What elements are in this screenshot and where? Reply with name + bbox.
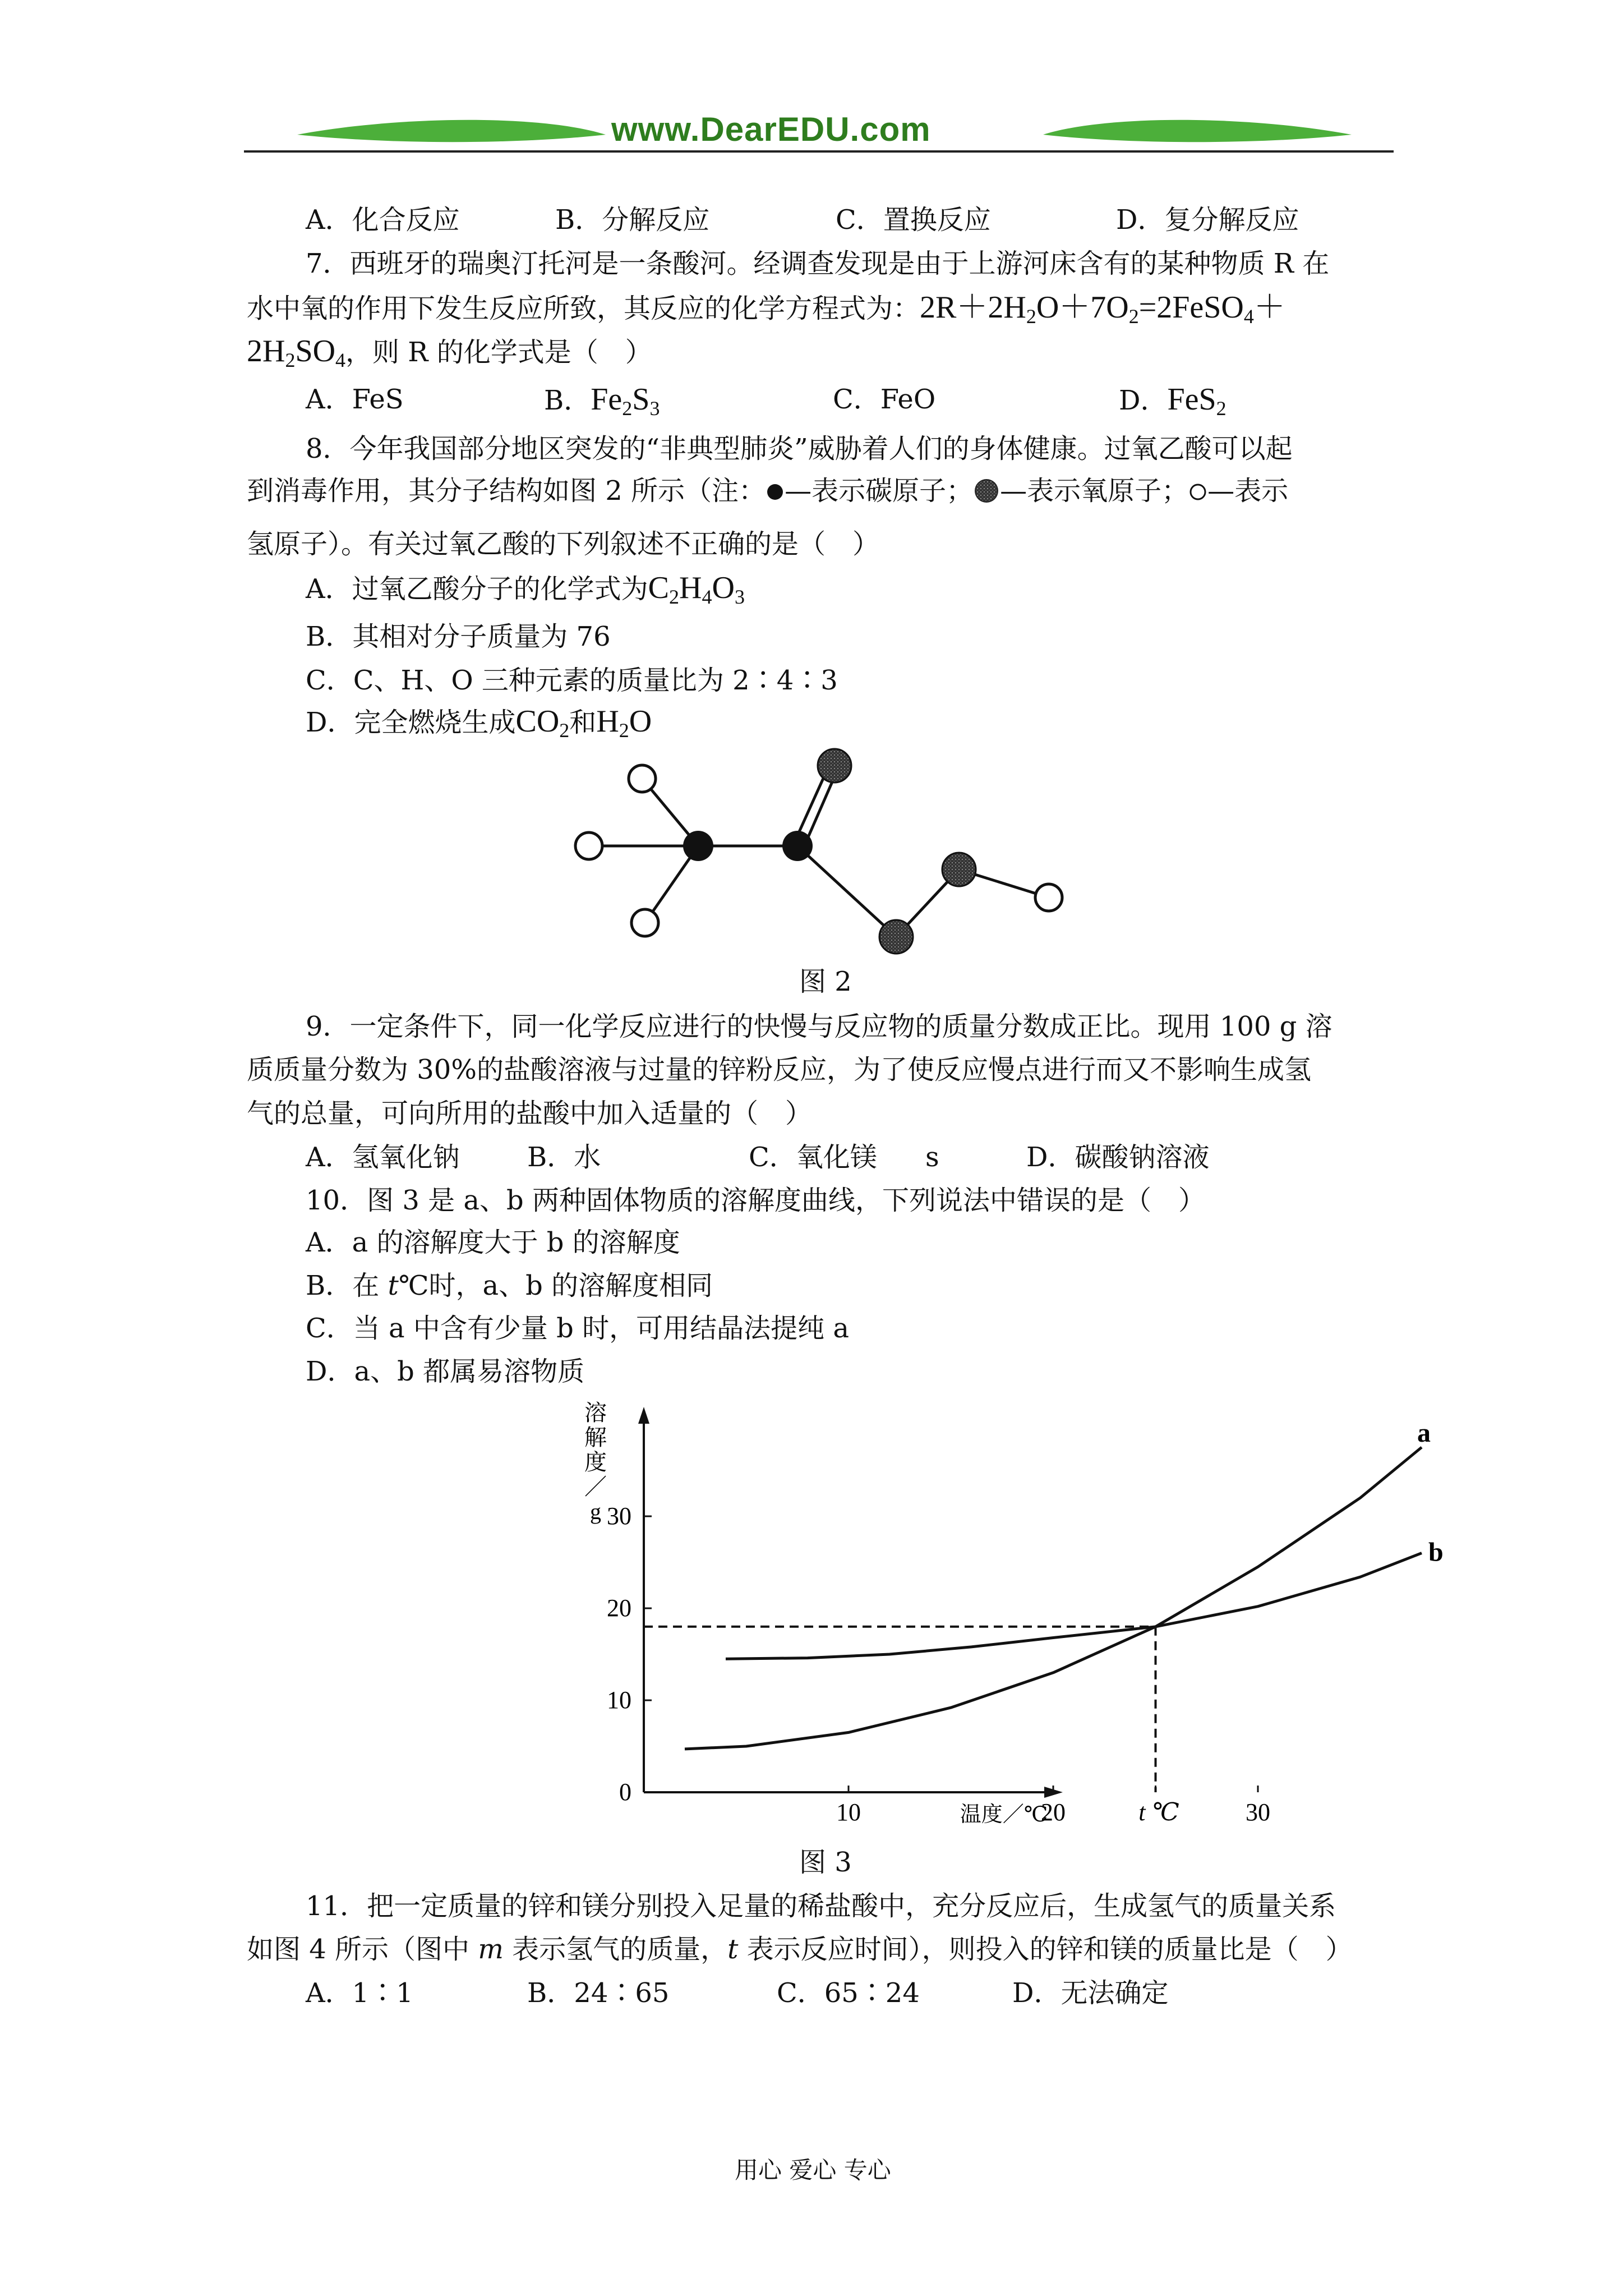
q10-option-a: A．a 的溶解度大于 b 的溶解度 [306, 1227, 680, 1258]
hydrogen-atom [631, 909, 658, 936]
q9-option-b: B．水 [527, 1142, 601, 1173]
y-axis-arrow [638, 1407, 649, 1424]
q7-option-a: A．FeS [306, 384, 404, 415]
q8-line-3: 氢原子）。有关过氧乙酸的下列叙述不正确的是（ ） [247, 528, 880, 560]
page-footer: 用心 爱心 专心 [735, 2156, 891, 2184]
y-tick-label: 30 [607, 1502, 631, 1530]
q6-option-b: B．分解反应 [555, 204, 710, 236]
solubility-chart [561, 1397, 1444, 1826]
q11-line-2: 如图 4 所示（图中 m 表示氢气的质量，t 表示反应时间），则投入的锌和镁的质量比是（ ） [247, 1934, 1353, 1965]
q8-option-b: B．其相对分子质量为 76 [306, 621, 611, 652]
x-axis-label: 温度／℃ [960, 1803, 1048, 1826]
molecule-diagram [561, 740, 1077, 976]
q11-option-c: C．65∶24 [777, 1977, 920, 2009]
x-tick-label: t ℃ [1138, 1798, 1179, 1826]
q11-line-1: 11．把一定质量的锌和镁分别投入足量的稀盐酸中，充分反应后，生成氢气的质量关系 [306, 1890, 1336, 1922]
bond-c2-o2 [797, 846, 896, 937]
q7-line-3: $2H_2SO_4$，则 R 的化学式是（ ） [247, 334, 652, 371]
q7-option-c: C．FeO [833, 384, 936, 415]
x-tick-label: 10 [836, 1798, 861, 1826]
q10-option-d: D．a、b 都属易溶物质 [306, 1356, 585, 1387]
q10-line-1: 10．图 3 是 a、b 两种固体物质的溶解度曲线，下列说法中错误的是（ ） [306, 1185, 1205, 1216]
q7-equation: $2R+2H_2O+7O_2=2FeSO_4+$ [920, 290, 1285, 328]
q7-option-b: B．$Fe_2S_3$ [544, 382, 660, 420]
y-axis-label-char: g [590, 1499, 601, 1524]
hydrogen-atom-legend-icon [1188, 482, 1207, 501]
header-rule [244, 150, 1394, 153]
series-line-a [685, 1447, 1422, 1749]
series-label-b: b [1428, 1537, 1444, 1567]
q9-option-d: D．碳酸钠溶液 [1026, 1142, 1210, 1173]
hydrogen-atom [575, 832, 602, 859]
carbon-atom-legend-icon [766, 482, 785, 501]
q8-option-c: C．C、H、O 三种元素的质量比为 2∶4∶3 [306, 665, 838, 696]
x-tick-label: 20 [1041, 1798, 1066, 1826]
y-tick-label: 10 [607, 1686, 631, 1714]
carbon-atom [782, 831, 813, 861]
q9-option-a: A．氢氧化钠 [306, 1142, 460, 1173]
oxygen-atom-legend-icon [973, 477, 1000, 504]
figure-2-caption: 图 2 [799, 966, 852, 997]
q9-line-3: 气的总量，可向所用的盐酸中加入适量的（ ） [247, 1098, 813, 1129]
q11-option-a: A．1∶1 [306, 1977, 413, 2009]
y-tick-label: 20 [607, 1594, 631, 1622]
carbon-atom [683, 831, 713, 861]
site-logo: www.DearEDU.com [611, 111, 931, 148]
y-axis-label-char: 溶 [584, 1400, 607, 1425]
x-tick-label: 30 [1246, 1798, 1270, 1826]
oxygen-atom [879, 920, 913, 954]
q10-option-b: B．在 t℃时，a、b 的溶解度相同 [306, 1270, 713, 1301]
q8-option-d: D．完全燃烧生成$CO_2$和$H_2O$ [306, 704, 652, 742]
q9-line-2: 质质量分数为 30%的盐酸溶液与过量的锌粉反应，为了使反应慢点进行而又不影响生成氢 [247, 1054, 1311, 1085]
oxygen-atom [818, 749, 851, 783]
series-label-a: a [1417, 1418, 1431, 1448]
q9-option-c: C．氧化镁 [749, 1142, 877, 1173]
hydrogen-atom [629, 765, 656, 792]
y-axis-label-char: ／ [584, 1474, 607, 1499]
q9-option-stray: s [925, 1142, 939, 1173]
q9-line-1: 9．一定条件下，同一化学反应进行的快慢与反应物的质量分数成正比。现用 100 g 溶 [306, 1011, 1332, 1042]
q11-option-b: B．24∶65 [527, 1977, 670, 2009]
q7-line-2: 水中氧的作用下发生反应所致，其反应的化学方程式为：$2R+2H_2O+7O_2=2FeSO_4+$ [247, 290, 1285, 328]
q8-line-2: 到消毒作用，其分子结构如图 2 所示（注： —表示碳原子； —表示氧原子； —表示 [247, 475, 1289, 507]
q7-option-d: D．FeS$_2$ [1119, 382, 1227, 420]
q8-option-a: A．过氧乙酸分子的化学式为$C_2H_4O_3$ [306, 570, 745, 608]
series-line-b [726, 1553, 1422, 1659]
q6-option-a: A．化合反应 [306, 204, 460, 236]
q8-line-1: 8．今年我国部分地区突发的“非典型肺炎”威胁着人们的身体健康。过氧乙酸可以起 [306, 433, 1293, 464]
y-tick-label: 0 [619, 1778, 631, 1806]
figure-3-caption: 图 3 [799, 1847, 852, 1878]
y-axis-label-char: 度 [584, 1450, 607, 1475]
oxygen-atom [942, 853, 976, 886]
q6-option-c: C．置换反应 [836, 204, 991, 236]
q6-option-d: D．复分解反应 [1116, 204, 1299, 236]
q7-line-1: 7．西班牙的瑞奥汀托河是一条酸河。经调查发现是由于上游河床含有的某种物质 R 在 [306, 248, 1330, 279]
y-axis-label-char: 解 [584, 1425, 607, 1450]
q11-option-d: D．无法确定 [1012, 1977, 1169, 2009]
hydrogen-atom [1035, 884, 1062, 911]
q10-option-c: C．当 a 中含有少量 b 时，可用结晶法提纯 a [306, 1313, 849, 1344]
